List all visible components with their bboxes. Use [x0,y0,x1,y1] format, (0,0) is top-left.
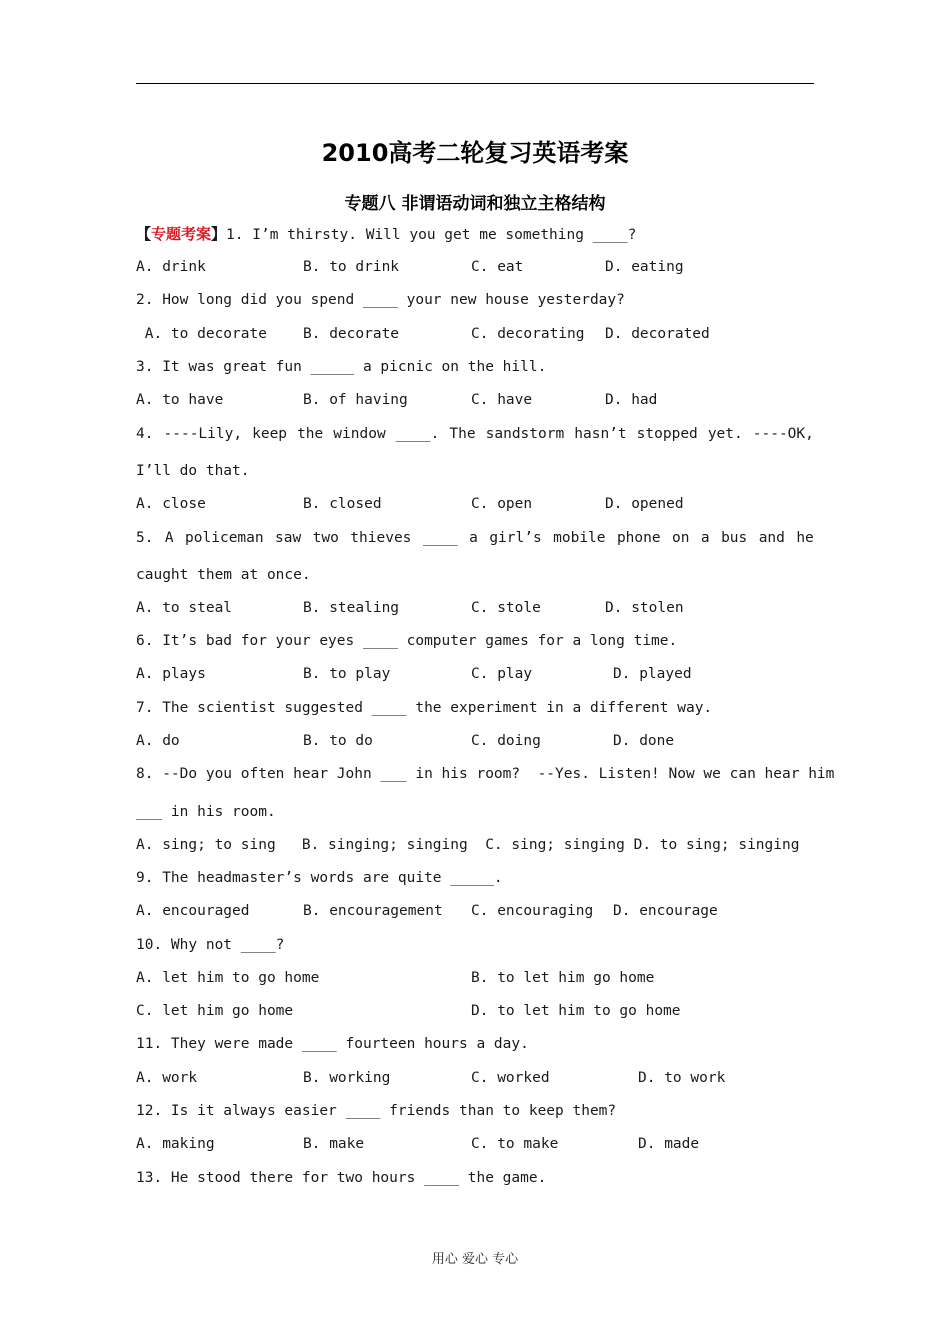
question-5-option-a: A. to steal [136,600,233,616]
section-label: 【专题考案】 [136,225,227,243]
question-5-option-c: C. stole [471,600,541,616]
question-4-option-c: C. open [471,496,533,512]
question-3-option-b: B. of having [303,392,408,408]
question-12-option-a: A. making [136,1136,215,1152]
question-9-option-a: A. encouraged [136,903,250,919]
question-10-option-c: C. let him go home [136,1003,294,1019]
question-4-option-d: D. opened [605,496,684,512]
question-4-stem: 4. ----Lily, keep the window ____. The sandstorm hasn’t stopped yet. ----OK, [136,426,814,442]
question-1-option-c: C. eat [471,259,524,275]
question-1-option-a: A. drink [136,259,206,275]
question-1-option-b: B. to drink [303,259,400,275]
question-7-option-d: D. done [613,733,675,749]
question-4-option-b: B. closed [303,496,382,512]
question-5-option-d: D. stolen [605,600,684,616]
question-9-option-c: C. encouraging [471,903,594,919]
question-2-option-d: D. decorated [605,326,710,342]
question-10-option-a: A. let him to go home [136,970,320,986]
question-5-stem-continued: caught them at once. [136,567,311,583]
question-2-option-a: A. to decorate [136,326,267,342]
question-3-option-d: D. had [605,392,658,408]
question-5-option-b: B. stealing [303,600,400,616]
question-4-stem-continued: I’ll do that. [136,463,250,479]
header-rule [136,83,814,84]
question-1-stem: 【专题考案】1. I’m thirsty. Will you get me something ____? [136,225,637,243]
document-subtitle: 专题八 非谓语动词和独立主格结构 [344,194,606,214]
question-11-option-b: B. working [303,1070,391,1086]
question-2-option-b: B. decorate [303,326,400,342]
page-footer: 用心 爱心 专心 [431,1252,519,1267]
question-6-stem: 6. It’s bad for your eyes ____ computer games for a long time. [136,633,678,649]
question-7-stem: 7. The scientist suggested ____ the experiment in a different way. [136,700,713,716]
question-9-option-b: B. encouragement [303,903,443,919]
question-2-stem: 2. How long did you spend ____ your new house yesterday? [136,292,625,308]
question-6-option-b: B. to play [303,666,391,682]
question-7-option-a: A. do [136,733,180,749]
question-5-stem: 5. A policeman saw two thieves ____ a girl’s mobile phone on a bus and he [136,530,814,546]
question-8-stem-continued: ___ in his room. [136,804,276,820]
question-6-option-a: A. plays [136,666,206,682]
question-10-option-d: D. to let him to go home [471,1003,681,1019]
question-10-option-b: B. to let him go home [471,970,655,986]
question-6-option-d: D. played [613,666,692,682]
question-8-stem: 8. --Do you often hear John ___ in his room? --Yes. Listen! Now we can hear him [136,766,835,782]
question-1-option-d: D. eating [605,259,684,275]
question-9-option-d: D. encourage [613,903,718,919]
question-3-option-a: A. to have [136,392,224,408]
question-12-option-c: C. to make [471,1136,559,1152]
question-4-option-a: A. close [136,496,206,512]
question-7-option-b: B. to do [303,733,373,749]
question-12-stem: 12. Is it always easier ____ friends than to keep them? [136,1103,617,1119]
question-12-option-d: D. made [638,1136,700,1152]
document-title: 2010高考二轮复习英语考案 [321,139,629,167]
question-13-stem: 13. He stood there for two hours ____ the game. [136,1170,547,1186]
question-11-option-c: C. worked [471,1070,550,1086]
question-7-option-c: C. doing [471,733,541,749]
question-2-option-c: C. decorating [471,326,585,342]
question-9-stem: 9. The headmaster’s words are quite _____. [136,870,503,886]
question-8-options: A. sing; to sing B. singing; singing C. sing; singing D. to sing; singing [136,837,800,853]
question-10-stem: 10. Why not ____? [136,937,285,953]
question-3-option-c: C. have [471,392,533,408]
question-6-option-c: C. play [471,666,533,682]
question-3-stem: 3. It was great fun _____ a picnic on the hill. [136,359,547,375]
question-12-option-b: B. make [303,1136,365,1152]
question-11-option-a: A. work [136,1070,198,1086]
question-11-stem: 11. They were made ____ fourteen hours a day. [136,1036,529,1052]
question-11-option-d: D. to work [638,1070,726,1086]
